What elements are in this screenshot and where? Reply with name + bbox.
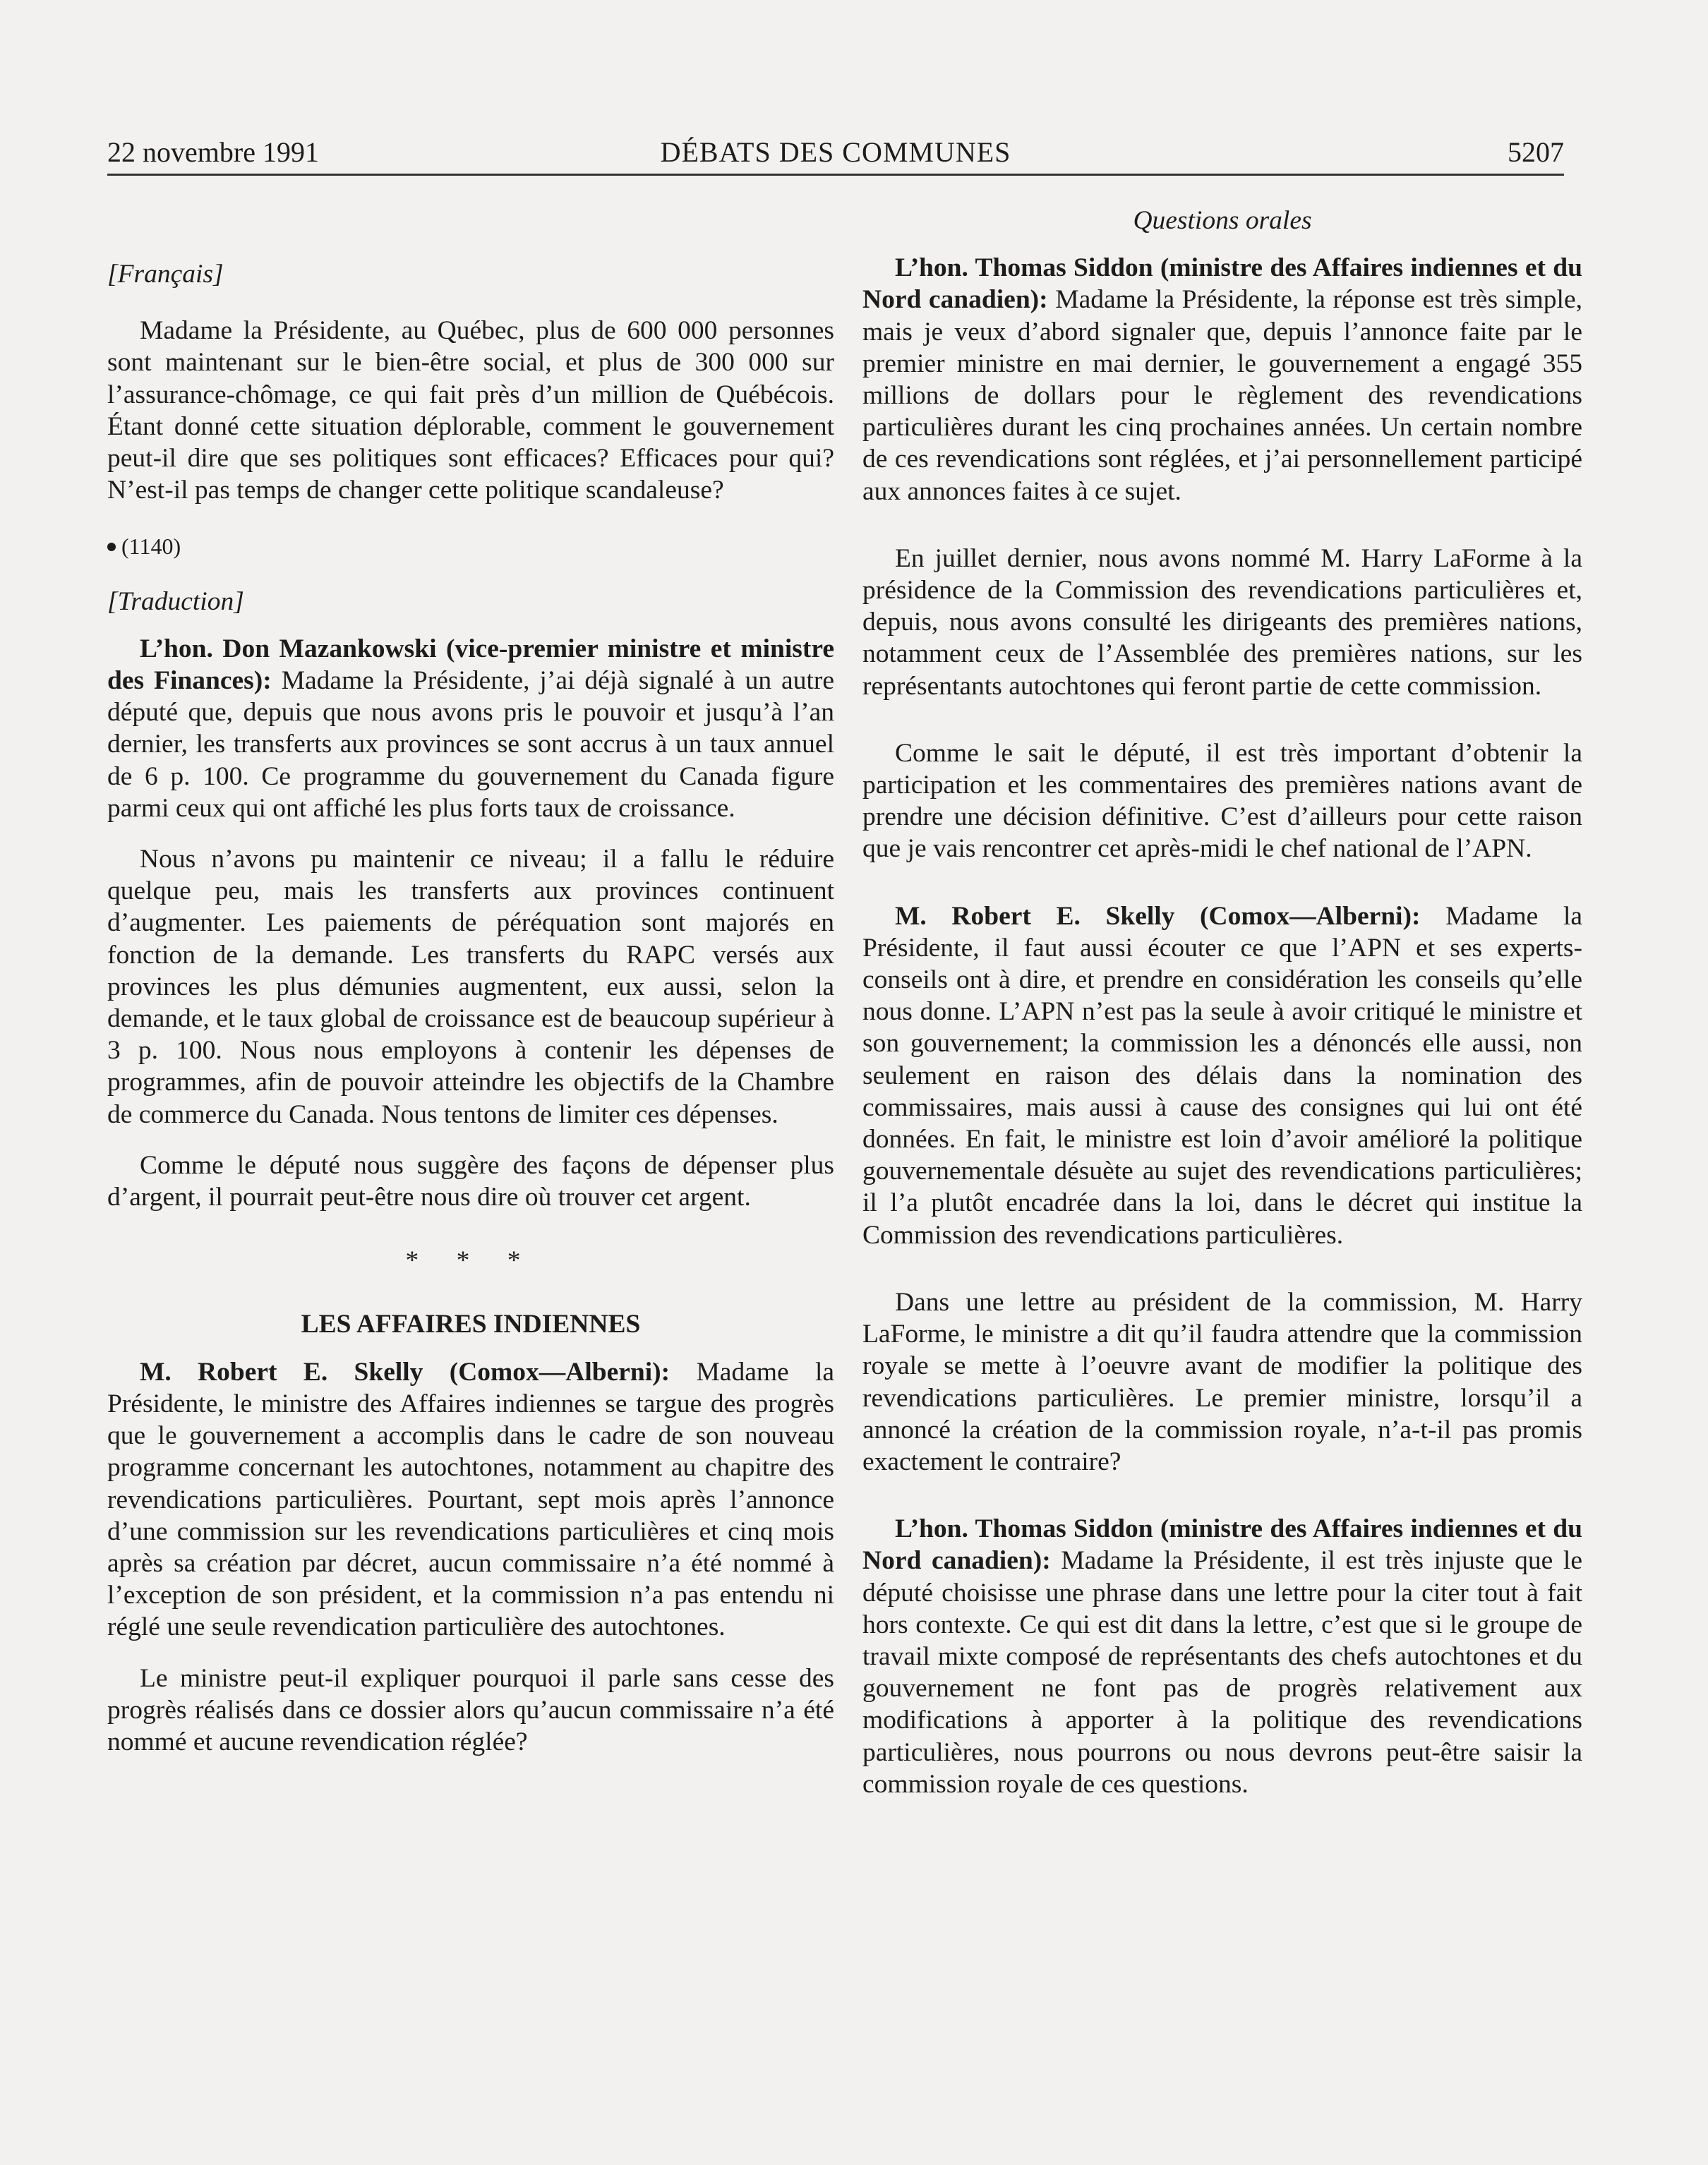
speaker-name: M. Robert E. Skelly (Comox—Alberni): [140,1357,670,1387]
paragraph-text: Madame la Présidente, il est très injuste que le député choisisse une phrase dans une lettre pour la citer tout à fait hors contexte. Ce qui est dit dans la lettre, c’est que si le groupe de travail mixte composé de représentants des chefs autochtones et du gouvernement ne font pas de progrès relativement aux modifications à apporter à la politique des revendications particulières, nous pourrons ou nous devrons peut-être saisir la commission royale de ces questions. [862,1546,1582,1799]
timestamp-text: (1140) [121,533,181,560]
paragraph-text: Madame la Présidente, le ministre des Affaires indiennes se targue des progrès que le gouvernement a accomplis dans le cadre de son nouveau programme concernant les autochtones, notamment au chapitre des revendications particulières. Pourtant, sept mois après l’annonce d’une commission sur les revendications particulières et cinq mois après sa création par décret, aucun commissaire n’a été nommé à l’exception de son président, et la commission n’a pas entendu ni réglé une seule revendication particulière des autochtones. [107,1357,835,1642]
paragraph [862,252,1582,507]
header-date: 22 novembre 1991 [107,136,319,168]
timestamp [107,531,834,562]
language-note: [Traduction] [107,586,244,616]
paragraph: Comme le député nous suggère des façons de dépenser plus d’argent, il pourrait peut-être nous dire où trouver cet argent. [107,1150,834,1212]
paragraph-text: Madame la Présidente, il faut aussi écouter ce que l’APN et ses experts-conseils ont à dire, et prendre en considération les conseils qu’elle nous donne. L’APN n’est pas la seule à avoir critiqué le ministre et son gouvernement; la commission les a dénoncés elle aussi, non seulement en raison des délais dans la nomination des commissaires, mais aussi à cause des consignes qui lui ont été données. En fait, le ministre est loin d’avoir amélioré la politique gouvernementale désuète au sujet des revendications particulières; il l’a plutôt encadrée dans la loi, dans le décret qui institue la Commission des revendications particulières. [862,901,1583,1250]
section-separator: * * * [405,1246,536,1276]
paragraph: Nous n’avons pu maintenir ce niveau; il a fallu le réduire quelque peu, mais les transferts aux provinces continuent d’augmenter. Les paiements de péréquation sont majorés en fonction de la demande. Les transferts du RAPC versés aux provinces les plus démunies augmentent, eux aussi, selon la demande, et le taux global de croissance est de beaucoup supérieur à 3 p. 100. Nous nous employons à contenir les dépenses de programmes, afin de pouvoir atteindre les objectifs de la Chambre de commerce du Canada. Nous tentons de limiter ces dépenses. [107,845,834,1129]
language-note: [Français] [107,260,224,289]
paragraph [862,900,1582,1251]
bullet-icon [107,543,116,551]
paragraph [862,1513,1582,1800]
speaker-name: L’hon. Thomas Siddon (ministre des Affaires indiennes et du Nord canadien): [862,253,1582,315]
paragraph: Dans une lettre au président de la commission, M. Harry LaForme, le ministre a dit qu’il faudra attendre que la commission royale se mette à l’oeuvre avant de modifier la politique des revendications particulières. Le premier ministre, lorsqu’il a annoncé la création de la commission royale, n’a-t-il pas promis exactement le contraire? [862,1287,1582,1476]
right-column [862,205,1582,1800]
speaker-name: L’hon. Thomas Siddon (ministre des Affaires indiennes et du Nord canadien): [862,1514,1582,1576]
journal-title: DÉBATS DES COMMUNES [660,136,1011,168]
page-header [107,131,1564,176]
section-title: LES AFFAIRES INDIENNES [301,1310,641,1339]
speaker-name: M. Robert E. Skelly (Comox—Alberni): [895,901,1421,931]
running-title: Questions orales [1133,206,1312,235]
paragraph [107,633,834,824]
paragraph: Comme le sait le député, il est très important d’obtenir la participation et les commentaires des premières nations avant de prendre une décision définitive. C’est d’ailleurs pour cette raison que je vais rencontrer cet après-midi le chef national de l’APN. [862,738,1582,864]
paragraph [107,1356,834,1644]
paragraph: Le ministre peut-il expliquer pourquoi il parle sans cesse des progrès réalisés dans ce dossier alors qu’aucun commissaire n’a été nommé et aucune revendication réglée? [107,1663,834,1756]
page-number: 5207 [1508,136,1564,168]
paragraph: En juillet dernier, nous avons nommé M. Harry LaForme à la présidence de la Commission des revendications particulières et, depuis, nous avons consulté les dirigeants des premières nations, notamment ceux de l’Assemblée des premières nations, sur les représentants autochtones qui feront partie de cette commission. [862,543,1582,701]
paragraph-text: Madame la Présidente, j’ai déjà signalé à un autre député que, depuis que nous avons pris le pouvoir et jusqu’à l’an dernier, les transferts aux provinces se sont accrus à un taux annuel de 6 p. 100. Ce programme du gouvernement du Canada figure parmi ceux qui ont affiché les plus forts taux de croissance. [107,666,835,823]
left-column [107,205,834,1758]
paragraph: Madame la Présidente, au Québec, plus de 600 000 personnes sont maintenant sur le bien-être social, et plus de 300 000 sur l’assurance-chômage, ce qui fait près d’un million de Québécois. Étant donné cette situation déplorable, comment le gouvernement peut-il dire que ses politiques sont efficaces? Efficaces pour qui? N’est-il pas temps de changer cette politique scandaleuse? [107,316,834,505]
speaker-name: L’hon. Don Mazankowski (vice-premier ministre et ministre des Finances): [107,634,834,696]
paragraph-text: Madame la Présidente, la réponse est très simple, mais je veux d’abord signaler que, depuis l’annonce faite par le premier ministre en mai dernier, le gouvernement a engagé 355 millions de dollars pour le règlement des revendications particulières durant les cinq prochaines années. Un certain nombre de ces revendications sont réglées, et j’ai personnellement participé aux annonces faites à ce sujet. [862,285,1582,506]
